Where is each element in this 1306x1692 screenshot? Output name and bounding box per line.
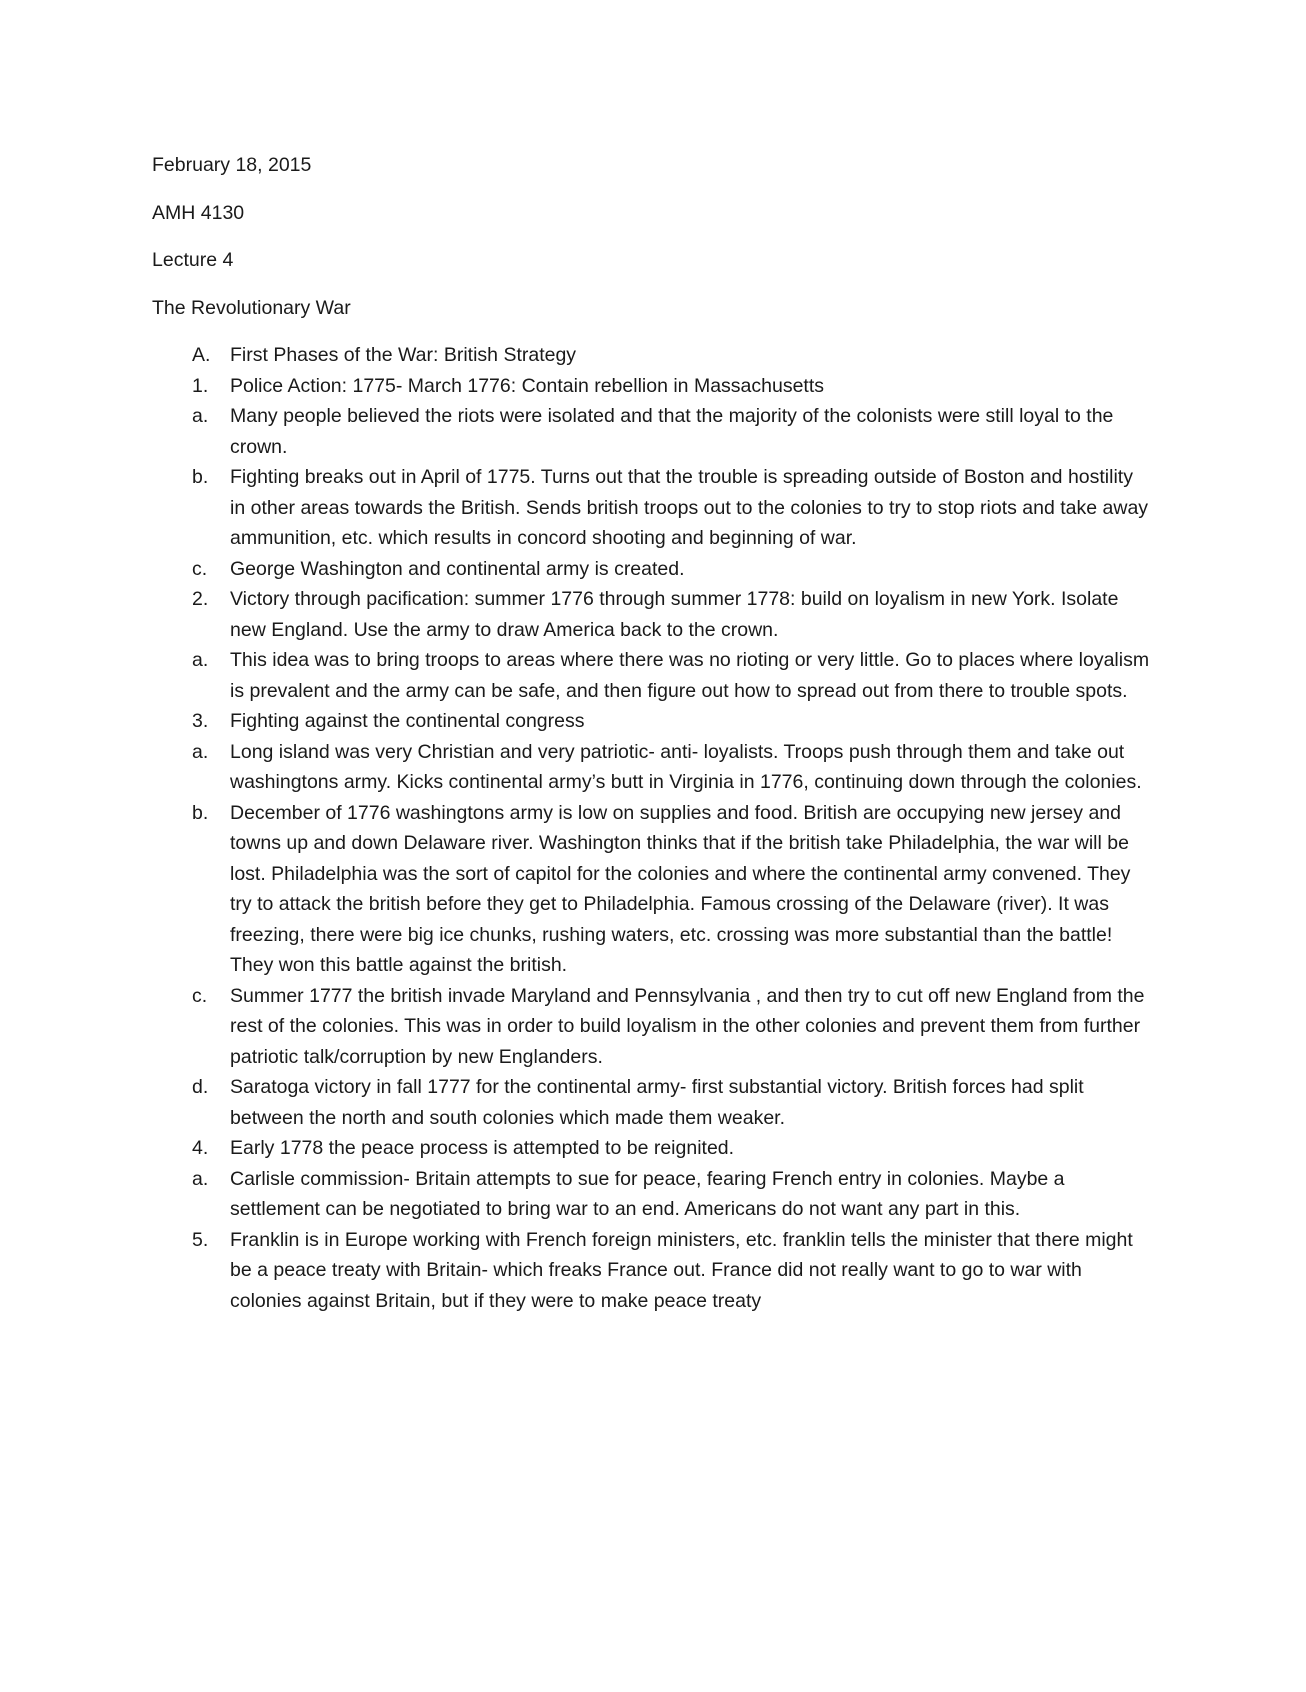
phase-marker: 3.	[192, 710, 209, 732]
sub-list	[192, 645, 1152, 706]
sub-text: December of 1776 washingtons army is low on supplies and food. British are occupying new jersey and towns up and down Delaware river. Washington thinks that if the british take Philadelphia, the war will be lost. Philadelphia was the sort of capitol for the colonies and where the continental army convened. They try to attack the british before they get to Philadelphia. Famous crossing of the Delaware (river). It was freezing, there were big ice chunks, rushing waters, etc. crossing was more substantial than the battle! They won this battle against the british.	[230, 801, 1131, 976]
sub-list	[192, 1164, 1152, 1225]
sub-text: Fighting breaks out in April of 1775. Turns out that the trouble is spreading outside of Boston and hostility in other areas towards the British. Sends british troops out to the colonies to try to stop riots and take away ammunition, etc. which results in concord shooting and beginning of war.	[230, 466, 1149, 549]
sub-marker: c.	[192, 557, 208, 580]
phase-text: Early 1778 the peace process is attempted to be reignited.	[230, 1137, 735, 1159]
phase-item	[192, 706, 1152, 1133]
sub-item	[192, 462, 1152, 554]
sub-text: Long island was very Christian and very patriotic- anti- loyalists. Troops push through them and take out washingtons army. Kicks continental army’s butt in Virginia in 1776, continuing down through the colonies.	[230, 740, 1142, 793]
phase-text: Police Action: 1775- March 1776: Contain rebellion in Massachusetts	[230, 374, 824, 397]
phase-item	[192, 584, 1152, 706]
sub-text: Many people believed the riots were isolated and that the majority of the colonists were still loyal to the crown.	[230, 405, 1114, 458]
sub-text: Summer 1777 the british invade Maryland and Pennsylvania , and then try to cut off new England from the rest of the colonies. This was in order to build loyalism in the other colonies and prevent them from further patriotic talk/corruption by new Englanders.	[230, 984, 1145, 1068]
sub-item	[192, 1164, 1152, 1225]
phase-text: Franklin is in Europe working with French foreign ministers, etc. franklin tells the minister that there might be a peace treaty with Britain- which freaks France out. France did not really want to go to war with colonies against Britain, but if they were to make peace treaty	[230, 1228, 1133, 1312]
sub-marker: c.	[192, 984, 208, 1007]
outline-section	[192, 340, 1152, 1316]
lecture-line: Lecture 4	[152, 249, 234, 271]
sub-marker: b.	[192, 466, 209, 488]
phase-item	[192, 1133, 1152, 1225]
sub-marker: a.	[192, 1167, 209, 1190]
topic-line: The Revolutionary War	[152, 296, 351, 319]
sub-marker: d.	[192, 1076, 209, 1098]
sub-marker: a.	[192, 405, 209, 427]
phase-marker: 4.	[192, 1137, 209, 1159]
sub-marker: b.	[192, 801, 209, 824]
document-content	[152, 150, 1152, 1316]
phase-marker: 2.	[192, 588, 209, 610]
phase-text: Fighting against the continental congress	[230, 710, 585, 732]
sub-item	[192, 401, 1152, 462]
section-a	[192, 340, 1152, 1316]
phase-marker: 5.	[192, 1228, 209, 1251]
sub-item	[192, 554, 1152, 585]
sub-text: Carlisle commission- Britain attempts to sue for peace, fearing French entry in colonies. Maybe a settlement can be negotiated to bring war to an end. Americans do not want any part in this.	[230, 1167, 1065, 1220]
phase-item	[192, 1225, 1152, 1317]
sub-text: George Washington and continental army is created.	[230, 557, 685, 580]
sub-item	[192, 798, 1152, 981]
sub-marker: a.	[192, 649, 209, 671]
section-marker: A.	[192, 344, 211, 366]
phase-text: Victory through pacification: summer 1776 through summer 1778: build on loyalism in new York. Isolate new England. Use the army to draw America back to the crown.	[230, 588, 1119, 641]
sub-marker: a.	[192, 740, 209, 763]
date-line: February 18, 2015	[152, 154, 312, 176]
sub-item	[192, 1072, 1152, 1133]
sub-text: Saratoga victory in fall 1777 for the continental army- first substantial victory. British forces had split between the north and south colonies which made them weaker.	[230, 1076, 1084, 1129]
sub-text: This idea was to bring troops to areas where there was no rioting or very little. Go to places where loyalism is prevalent and the army can be safe, and then figure out how to spread out from there to trouble spots.	[230, 649, 1150, 702]
sub-list	[192, 401, 1152, 584]
sub-item	[192, 981, 1152, 1073]
phase-item	[192, 371, 1152, 585]
course-line: AMH 4130	[152, 201, 245, 224]
sub-list	[192, 737, 1152, 1134]
phase-marker: 1.	[192, 374, 209, 397]
sub-item	[192, 737, 1152, 798]
section-title: First Phases of the War: British Strategy	[230, 344, 577, 366]
phase-list	[192, 371, 1152, 1317]
sub-item	[192, 645, 1152, 706]
